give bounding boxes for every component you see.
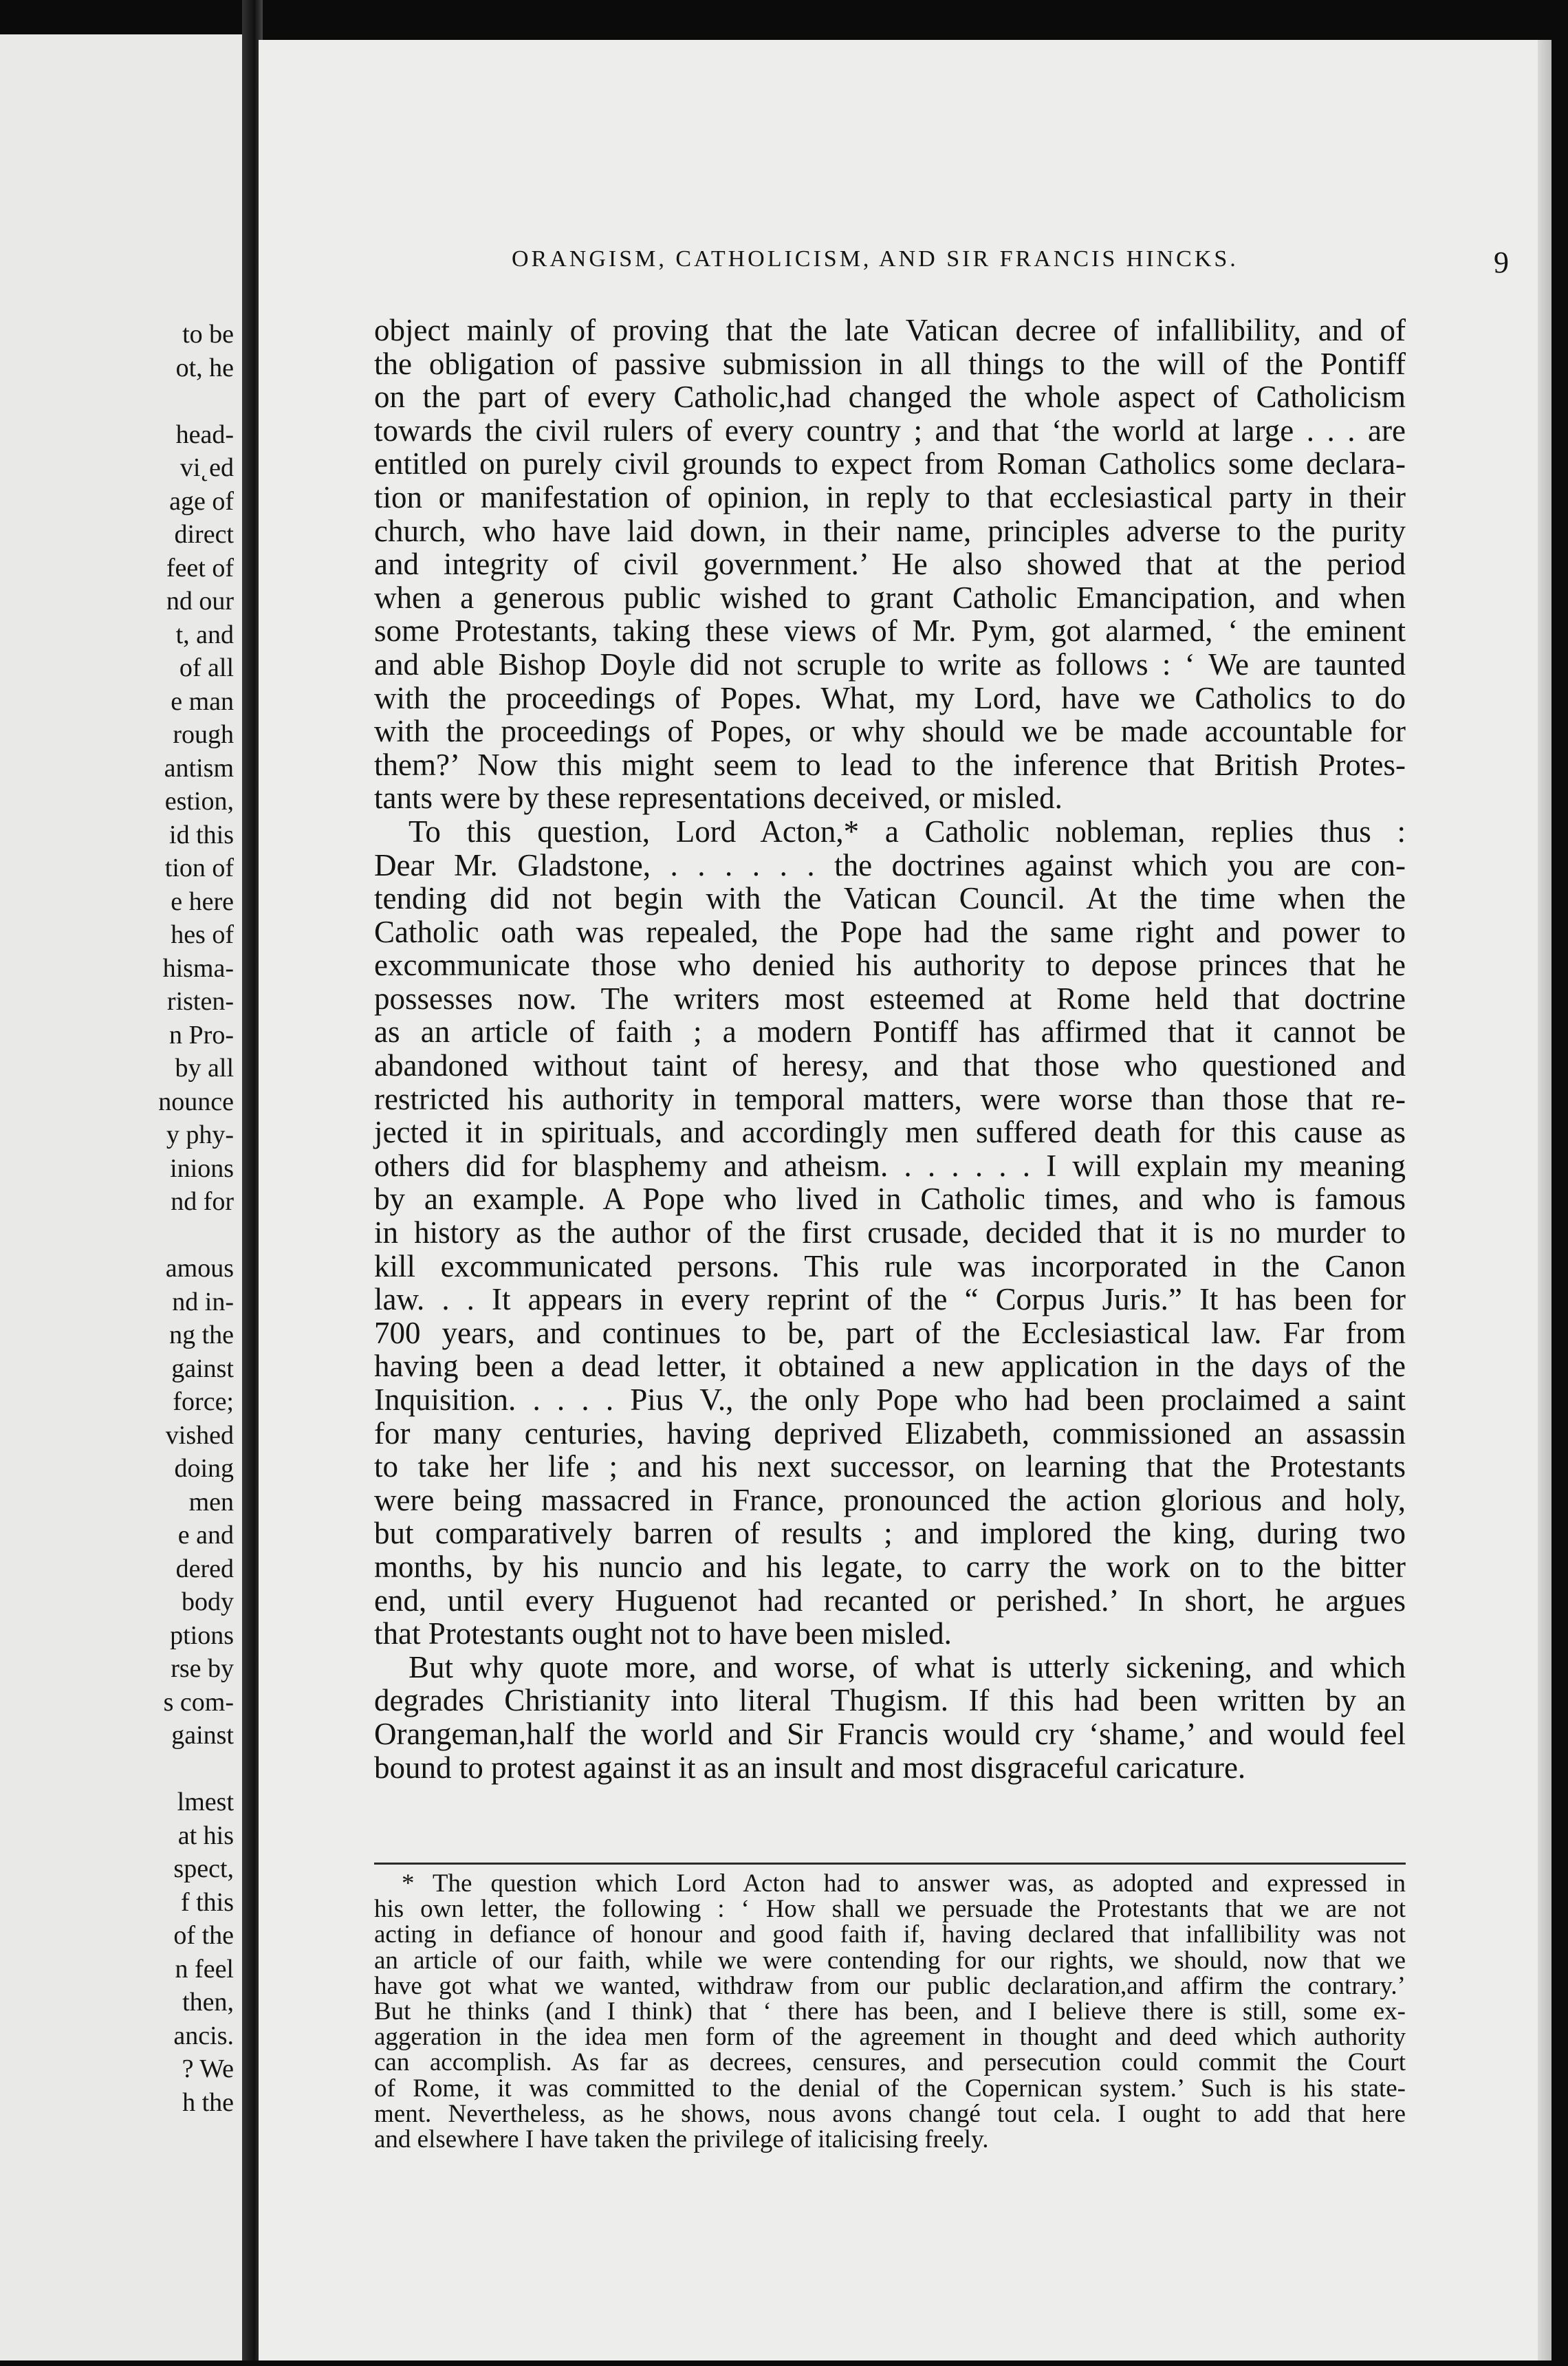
footnote-line: * The question which Lord Acton had to answer was, as adopted and expressed in — [402, 1869, 1406, 1898]
facing-page-line: at his — [177, 1821, 234, 1850]
body-line: to take her life ; and his next successor, on learning that the Protestants — [374, 1449, 1406, 1484]
facing-page-line: to be — [182, 320, 234, 349]
facing-page-line: f this — [180, 1887, 234, 1917]
facing-page-line: dered — [175, 1554, 234, 1583]
scan-border — [0, 2360, 1568, 2366]
facing-page-line: feet of — [166, 553, 234, 583]
facing-page-line: ng the — [169, 1321, 234, 1349]
body-line: Orangeman,half the world and Sir Francis would cry ‘shame,’ and would feel — [374, 1716, 1406, 1751]
facing-page-line: men — [188, 1487, 234, 1517]
body-line: with the proceedings of Popes. What, my Lord, have we Catholics to do — [374, 680, 1406, 715]
facing-page-line: nd for — [171, 1187, 234, 1216]
facing-page-line: estion, — [164, 787, 234, 816]
body-text — [374, 314, 1551, 1784]
footnote-line: have got what we wanted, withdraw from our public declaration,and affirm the contrary.’ — [374, 1971, 1406, 2000]
facing-page-line: nd our — [166, 587, 234, 616]
facing-page-line: vished — [165, 1420, 234, 1450]
page-right — [259, 40, 1551, 2366]
facing-page-line: ? We — [182, 2054, 234, 2083]
footnote-line: aggeration in the idea men form of the agreement in thought and deed which authority — [374, 2023, 1406, 2052]
footnote-line: But he thinks (and I think) that ‘ there has been, and I believe there is still, some ex- — [374, 1997, 1406, 2026]
facing-page-line: ancis. — [173, 2021, 234, 2050]
body-line: were being massacred in France, pronounced the action glorious and holy, — [374, 1482, 1406, 1517]
body-line: towards the civil rulers of every country ; and that ‘the world at large . . . are — [374, 413, 1406, 448]
body-line: that Protestants ought not to have been misled. — [374, 1616, 952, 1651]
facing-page-line: inions — [170, 1153, 234, 1183]
facing-page-line: n feel — [175, 1954, 234, 1984]
body-line: But why quote more, and worse, of what is utterly sickening, and which — [409, 1649, 1406, 1684]
facing-page-line — [0, 384, 234, 418]
body-line: bound to protest against it as an insult and most disgraceful caricature. — [374, 1750, 1246, 1785]
body-line: jected it in spirituals, and accordingly men suffered death for this cause as — [374, 1115, 1406, 1150]
body-line: by an example. A Pope who lived in Catholic times, and who is famous — [374, 1182, 1406, 1217]
body-line: possesses now. The writers most esteemed at Rome held that doctrine — [374, 981, 1406, 1016]
body-line: law. . . It appears in every reprint of the “ Corpus Juris.” It has been for — [374, 1282, 1406, 1317]
facing-page-line: direct — [174, 520, 234, 549]
body-line: church, who have laid down, in their name, principles adverse to the purity — [374, 513, 1406, 548]
body-line: Catholic oath was repealed, the Pope had the same right and power to — [374, 914, 1406, 949]
facing-page-line: id this — [169, 820, 234, 849]
body-line: tending did not begin with the Vatican Council. At the time when the — [374, 881, 1406, 916]
body-line: having been a dead letter, it obtained a new application in the days of the — [374, 1349, 1406, 1384]
footnote — [374, 1871, 1406, 2152]
facing-page-line — [0, 1219, 234, 1252]
body-line: others did for blasphemy and atheism. . . . . . . I will explain my meaning — [374, 1148, 1406, 1183]
body-line: as an article of faith ; a modern Pontiff has affirmed that it cannot be — [374, 1014, 1406, 1050]
facing-page-line: gainst — [171, 1354, 234, 1383]
footnote-line: ment. Nevertheless, as he shows, nous avons changé tout cela. I ought to add that here — [374, 2099, 1406, 2128]
facing-page-line: doing — [174, 1454, 234, 1483]
facing-page-line: s com- — [163, 1687, 234, 1717]
facing-page-line: spect, — [173, 1854, 234, 1883]
facing-page-line: e here — [171, 887, 234, 916]
facing-page-left — [0, 34, 246, 2366]
facing-page-line: ot, he — [175, 353, 234, 382]
facing-page-line: e man — [171, 686, 234, 716]
facing-page-line: antism — [164, 753, 234, 783]
facing-page-line: nounce — [158, 1087, 234, 1116]
footnote-rule — [374, 1863, 1406, 1865]
facing-page-line: lmest — [177, 1788, 234, 1816]
body-line: tants were by these representations deceived, or misled. — [374, 781, 1063, 816]
body-line: degrades Christianity into literal Thugism. If this had been written by an — [374, 1683, 1406, 1718]
facing-page-line: amous — [165, 1254, 234, 1283]
body-line: excommunicate those who denied his authority to depose princes that he — [374, 948, 1406, 983]
facing-page-line: by all — [175, 1054, 234, 1083]
facing-page-line — [0, 1752, 234, 1786]
facing-page-line: age of — [169, 486, 234, 516]
facing-page-line: gainst — [171, 1721, 234, 1750]
facing-page-line: n Pro- — [169, 1020, 234, 1050]
facing-page-line: risten- — [166, 987, 234, 1016]
body-line: and integrity of civil government.’ He also showed that at the period — [374, 547, 1406, 582]
footnote-line: his own letter, the following : ‘ How shall we persuade the Protestants that we are not — [374, 1895, 1406, 1924]
facing-page-line: rough — [173, 720, 234, 749]
facing-page-line: of the — [173, 1921, 234, 1950]
footnote-line: acting in defiance of honour and good faith if, having declared that infallibility was not — [374, 1920, 1406, 1949]
body-line: in history as the author of the first crusade, decided that it is no murder to — [374, 1215, 1406, 1250]
body-line: them?’ Now this might seem to lead to the inference that British Protes- — [374, 747, 1406, 782]
body-line: when a generous public wished to grant Catholic Emancipation, and when — [374, 580, 1406, 615]
facing-page-line: then, — [182, 1988, 234, 2017]
body-line: object mainly of proving that the late Vatican decree of infallibility, and of — [374, 313, 1406, 347]
page-header — [512, 246, 1529, 287]
facing-page-line: hes of — [171, 920, 234, 949]
facing-page-line: hisma- — [162, 953, 234, 983]
body-line: with the proceedings of Popes, or why should we be made accountable for — [374, 714, 1406, 749]
facing-page-line: t, and — [175, 620, 234, 649]
running-title: ORANGISM, CATHOLICISM, AND SIR FRANCIS HINCKS. — [512, 246, 1239, 272]
facing-page-line: h the — [182, 2087, 234, 2117]
facing-page-line: ptions — [170, 1620, 234, 1650]
body-line: To this question, Lord Acton,* a Catholic nobleman, replies thus : — [409, 814, 1406, 849]
facing-page-line: of all — [179, 653, 234, 682]
footnote-line: an article of our faith, while we were contending for our rights, we should, now that we — [374, 1946, 1406, 1975]
body-line: Inquisition. . . . . Pius V., the only Pope who had been proclaimed a saint — [374, 1382, 1406, 1417]
footnote-line: and elsewhere I have taken the privilege of italicising freely. — [374, 2125, 989, 2153]
footnote-line: of Rome, it was committed to the denial of the Copernican system.’ Such is his state- — [374, 2074, 1406, 2103]
body-line: Dear Mr. Gladstone, . . . . . . the doctrines against which you are con- — [374, 847, 1406, 882]
body-line: kill excommunicated persons. This rule was incorporated in the Canon — [374, 1248, 1406, 1283]
body-line: months, by his nuncio and his legate, to carry the work on to the bitter — [374, 1549, 1406, 1584]
facing-page-line: e and — [177, 1521, 234, 1550]
body-line: for many centuries, having deprived Elizabeth, commissioned an assassin — [374, 1415, 1406, 1451]
body-line: the obligation of passive submission in all things to the will of the Pontiff — [374, 346, 1406, 381]
facing-page-line: head- — [175, 420, 234, 449]
facing-page-line: vi˛ed — [179, 453, 234, 482]
facing-page-line: body — [182, 1587, 234, 1616]
page-number: 9 — [1494, 246, 1509, 279]
body-line: end, until every Huguenot had recanted or perished.’ In short, he argues — [374, 1583, 1406, 1618]
body-line: tion or manifestation of opinion, in reply to that ecclesiastical party in their — [374, 479, 1406, 514]
body-line: restricted his authority in temporal matters, were worse than those that re- — [374, 1081, 1406, 1116]
facing-page-line: tion of — [164, 854, 234, 882]
body-line: and able Bishop Doyle did not scruple to write as follows : ‘ We are taunted — [374, 647, 1406, 682]
facing-page-line: force; — [173, 1387, 234, 1416]
body-line: entitled on purely civil grounds to expect from Roman Catholics some declara- — [374, 446, 1406, 481]
body-line: but comparatively barren of results ; and implored the king, during two — [374, 1516, 1406, 1551]
body-line: on the part of every Catholic,had changed the whole aspect of Catholicism — [374, 380, 1406, 415]
facing-page-line: y phy- — [166, 1120, 234, 1149]
body-line: abandoned without taint of heresy, and that those who questioned and — [374, 1048, 1406, 1083]
footnote-line: can accomplish. As far as decrees, censures, and persecution could commit the Court — [374, 2048, 1406, 2077]
body-line: some Protestants, taking these views of Mr. Pym, got alarmed, ‘ the eminent — [374, 614, 1406, 649]
facing-page-text — [0, 318, 234, 2119]
facing-page-line: nd in- — [172, 1287, 234, 1316]
body-line: 700 years, and continues to be, part of the Ecclesiastical law. Far from — [374, 1315, 1406, 1350]
facing-page-line: rse by — [171, 1654, 234, 1683]
